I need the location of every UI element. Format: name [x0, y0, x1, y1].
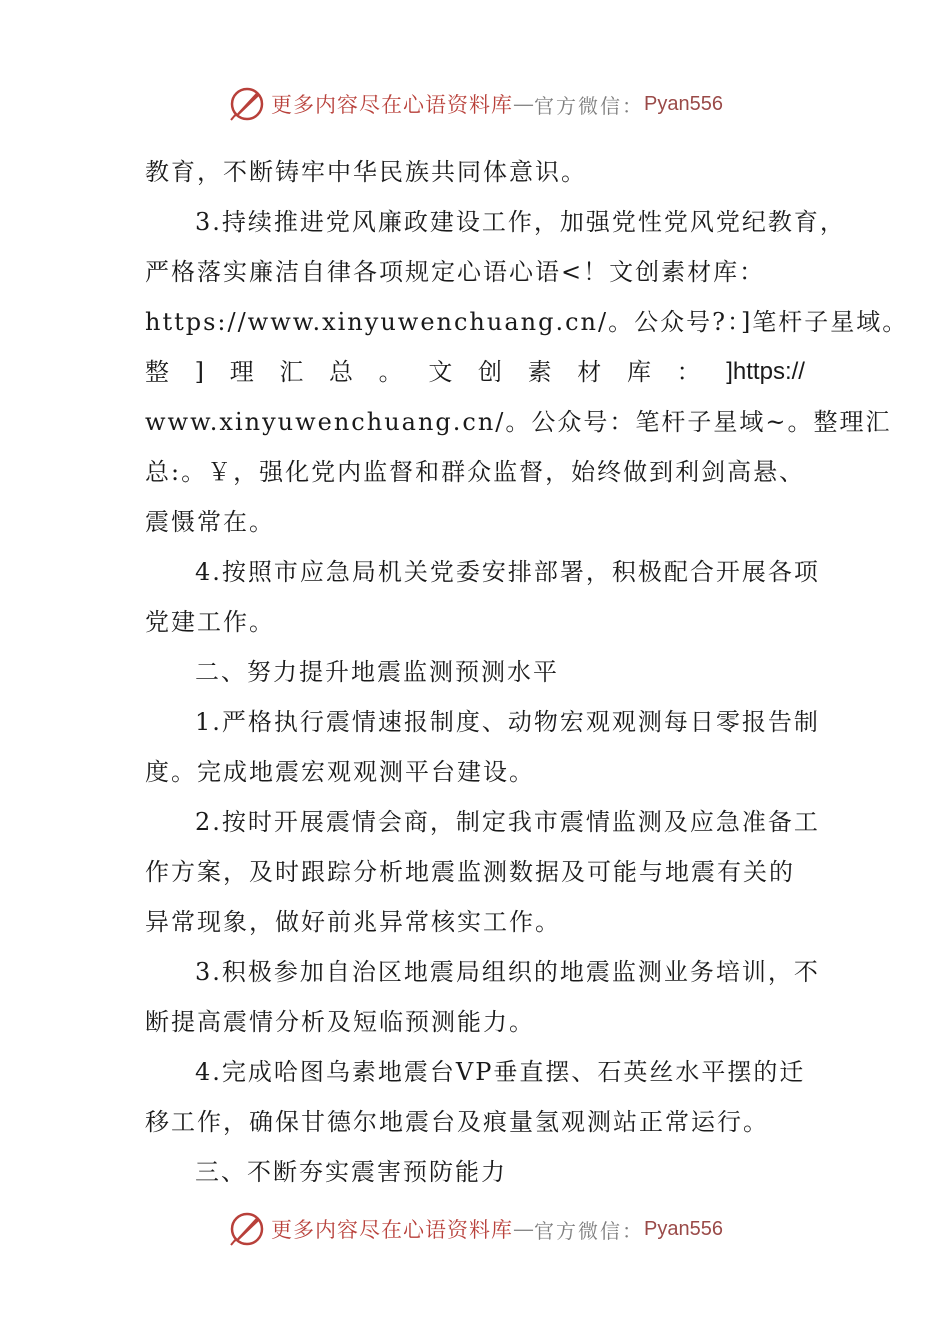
justified-token: 创: [477, 358, 502, 386]
justified-token: ：: [676, 358, 701, 386]
body-line-3: 严格落实廉洁自律各项规定心语心语<！文创素材库：: [145, 258, 766, 286]
banner-title: 更多内容尽在心语资料库: [271, 93, 514, 117]
justified-token: 理: [229, 358, 254, 386]
body-line-18: 断提高震情分析及短临预测能力。: [145, 1008, 535, 1036]
body-line-7: 总:。￥，强化党内监督和群众监督，始终做到利剑高悬、: [145, 458, 806, 486]
justified-token: 素: [527, 358, 552, 386]
body-line-14: 2.按时开展震情会商，制定我市震情监测及应急准备工: [195, 808, 820, 836]
banner-wechat-id: Pyan556: [644, 92, 723, 115]
quill-logo-icon: [227, 1209, 267, 1249]
body-line-8: 震慑常在。: [145, 508, 275, 536]
body-line-20: 移工作，确保甘德尔地震台及痕量氢观测站正常运行。: [145, 1108, 769, 1136]
body-line-15: 作方案，及时跟踪分析地震监测数据及可能与地震有关的: [145, 858, 795, 886]
justified-token: ]: [194, 358, 205, 386]
banner-dash: —: [513, 92, 535, 116]
body-line-4: https://www.xinyuwenchuang.cn/。公众号?：]笔杆子星域。: [145, 308, 909, 336]
document-body: [145, 147, 909, 1197]
body-line-2: 3.持续推进党风廉政建设工作，加强党性党风党纪教育，: [195, 208, 846, 236]
justified-token: 材: [577, 358, 602, 386]
body-line-12: 1.严格执行震情速报制度、动物宏观观测每日零报告制: [195, 708, 820, 736]
body-line-19: 4.完成哈图乌素地震台VP垂直摆、石英丝水平摆的迁: [195, 1058, 806, 1086]
footer-watermark-banner: [0, 1207, 950, 1251]
banner-title: 更多内容尽在心语资料库: [271, 1218, 514, 1242]
body-line-17: 3.积极参加自治区地震局组织的地震监测业务培训，不: [195, 958, 820, 986]
justified-token: 汇: [279, 358, 304, 386]
banner-wechat-label: 官方微信：: [534, 1218, 645, 1243]
justified-token: ]https://: [726, 358, 805, 385]
body-line-9: 4.按照市应急局机关党委安排部署，积极配合开展各项: [195, 558, 820, 586]
justified-token: 整: [145, 358, 169, 386]
justified-token: 总: [329, 358, 353, 386]
body-line-16: 异常现象，做好前兆异常核实工作。: [145, 908, 561, 936]
justified-token: 文: [428, 358, 453, 386]
section-heading-2: 二、努力提升地震监测预测水平: [195, 658, 559, 686]
banner-dash: —: [513, 1217, 535, 1241]
body-line-13: 度。完成地震宏观观测平台建设。: [145, 758, 535, 786]
justified-token: 。: [378, 358, 403, 386]
body-line-1: 教育，不断铸牢中华民族共同体意识。: [145, 158, 587, 186]
justified-token: 库: [626, 358, 651, 386]
banner-wechat-label: 官方微信：: [534, 93, 645, 118]
banner-wechat-id: Pyan556: [644, 1217, 723, 1240]
quill-logo-icon: [227, 84, 267, 124]
body-line-5-justified: [145, 347, 805, 397]
body-line-6: www.xinyuwenchuang.cn/。公众号：笔杆子星域~。整理汇: [145, 408, 892, 436]
body-line-10: 党建工作。: [145, 608, 275, 636]
section-heading-3: 三、不断夯实震害预防能力: [195, 1158, 507, 1186]
header-watermark-banner: [0, 82, 950, 126]
